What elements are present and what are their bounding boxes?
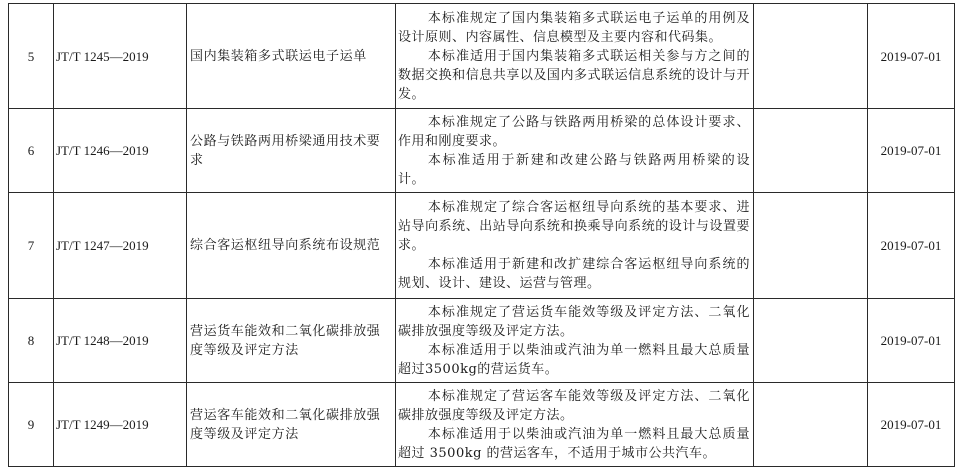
blank-cell	[754, 193, 868, 299]
effective-date: 2019-07-01	[868, 383, 955, 467]
row-number: 6	[9, 109, 54, 193]
effective-date: 2019-07-01	[868, 299, 955, 383]
standard-description	[396, 299, 754, 383]
table-row	[9, 193, 955, 299]
description-applicability: 本标准适用于以柴油或汽油为单一燃料且最大总质量超过 3500kg 的营运客车，不适用于城市公共汽车。	[398, 426, 750, 461]
row-number: 9	[9, 383, 54, 467]
description-applicability: 本标准适用于新建和改扩建综合客运枢纽导向系统的规划、设计、建设、运营与管理。	[398, 257, 750, 291]
table-row	[9, 299, 955, 383]
blank-cell	[754, 299, 868, 383]
row-number: 5	[9, 4, 54, 109]
standard-description	[396, 109, 754, 193]
description-scope: 本标准规定了营运客车能效等级及评定方法、二氧化碳排放强度等级及评定方法。	[398, 388, 750, 423]
description-applicability: 本标准适用于以柴油或汽油为单一燃料且最大总质量超过3500kg的营运货车。	[398, 342, 750, 377]
table-row	[9, 383, 955, 467]
description-applicability: 本标准适用于新建和改建公路与铁路两用桥梁的设计。	[398, 152, 750, 187]
standard-code: JT/T 1245—2019	[54, 4, 187, 109]
standard-description	[396, 4, 754, 109]
blank-cell	[754, 4, 868, 109]
standard-name: 综合客运枢纽导向系统布设规范	[187, 193, 396, 299]
standard-name: 公路与铁路两用桥梁通用技术要求	[187, 109, 396, 193]
standard-description	[396, 193, 754, 299]
table-row	[9, 109, 955, 193]
description-applicability: 本标准适用于国内集装箱多式联运相关参与方之间的数据交换和信息共享以及国内多式联运信息系统的设计与开发。	[398, 48, 750, 102]
effective-date: 2019-07-01	[868, 193, 955, 299]
description-scope: 本标准规定了国内集装箱多式联运电子运单的用例及设计原则、内容属性、信息模型及主要内容和代码集。	[398, 10, 750, 45]
description-scope: 本标准规定了公路与铁路两用桥梁的总体设计要求、作用和刚度要求。	[398, 114, 750, 149]
description-scope: 本标准规定了综合客运枢纽导向系统的基本要求、进站导向系统、出站导向系统和换乘导向系统的设计与设置要求。	[398, 200, 750, 253]
standard-name: 营运客车能效和二氧化碳排放强度等级及评定方法	[187, 383, 396, 467]
row-number: 7	[9, 193, 54, 299]
standard-code: JT/T 1246—2019	[54, 109, 187, 193]
description-scope: 本标准规定了营运货车能效等级及评定方法、二氧化碳排放强度等级及评定方法。	[398, 304, 750, 339]
standards-table	[8, 3, 955, 467]
table-row	[9, 4, 955, 109]
standard-description	[396, 383, 754, 467]
standard-code: JT/T 1249—2019	[54, 383, 187, 467]
effective-date: 2019-07-01	[868, 109, 955, 193]
row-number: 8	[9, 299, 54, 383]
blank-cell	[754, 109, 868, 193]
standard-name: 营运货车能效和二氧化碳排放强度等级及评定方法	[187, 299, 396, 383]
effective-date: 2019-07-01	[868, 4, 955, 109]
standard-name: 国内集装箱多式联运电子运单	[187, 4, 396, 109]
standard-code: JT/T 1247—2019	[54, 193, 187, 299]
standard-code: JT/T 1248—2019	[54, 299, 187, 383]
blank-cell	[754, 383, 868, 467]
